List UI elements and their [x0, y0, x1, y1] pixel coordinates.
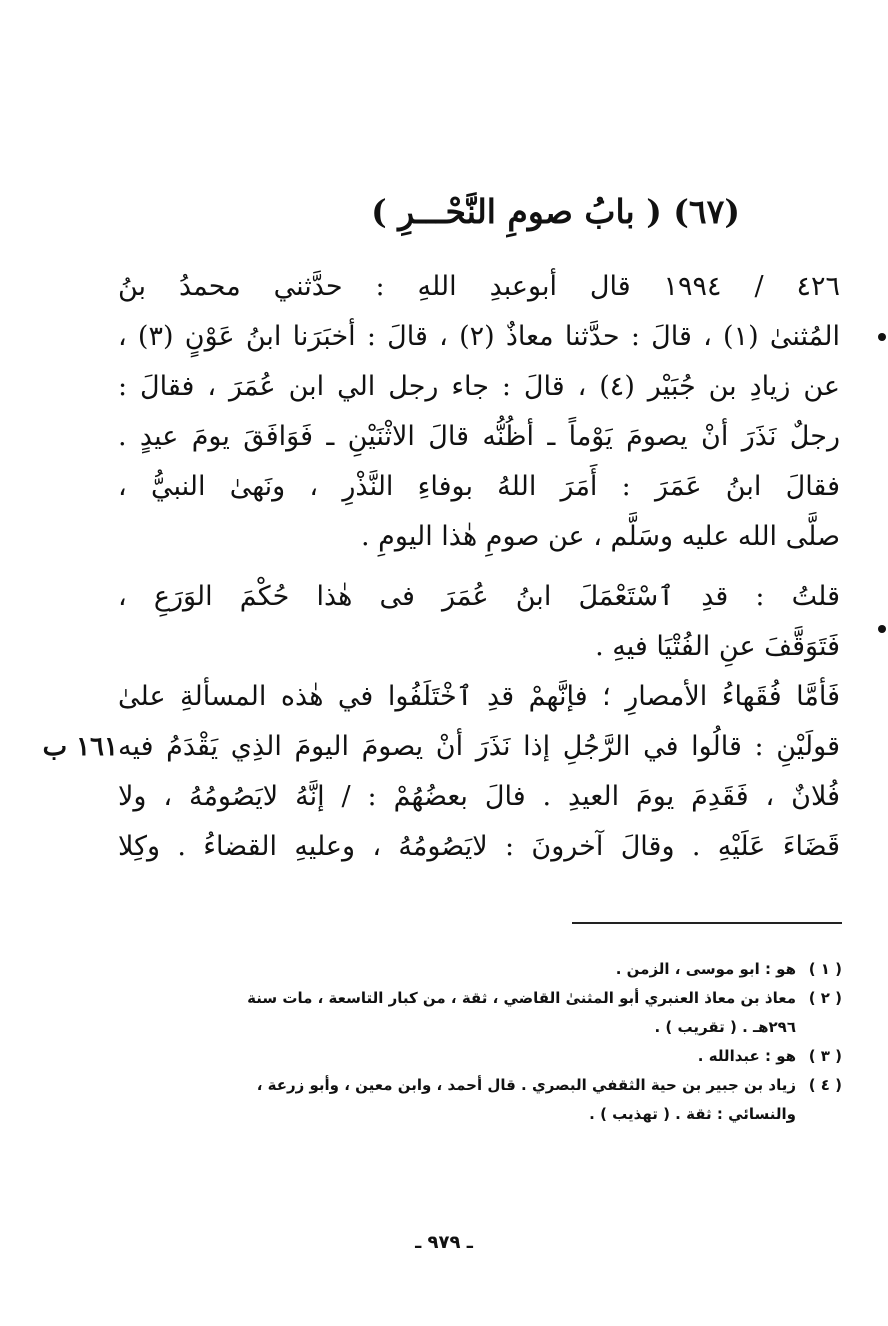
jurists-paragraph	[118, 672, 840, 872]
footnote-text	[170, 1071, 796, 1129]
text-line: عن زيادِ بن جُبَيْر (٤) ، قالَ : جاء رجل الي ابن عُمَرَ ، فقالَ :	[118, 371, 840, 402]
footnote-number: ( ٤ )	[808, 1076, 842, 1094]
text-line: قلتُ : قدِ ٱسْتَعْمَلَ ابنُ عُمَرَ فى هٰذا حُكْمَ الوَرَعِ ،	[118, 581, 840, 612]
hadith-paragraph	[118, 262, 840, 562]
text-line: فُلانٌ ، فَقَدِمَ يومَ العيدِ . فالَ بعضُهُمْ : / إنَّهُ لايَصُومُهُ ، ولا	[118, 781, 840, 812]
footnote-line: معاذ بن معاذ العنبري أبو المثنىٰ القاضي ، ثقة ، من كبار التاسعة ، مات سنة	[247, 989, 796, 1007]
footnote-line: زياد بن جبير بن حية الثقفي البصري . قال أحمد ، وابن معين ، وأبو زرعة ،	[256, 1076, 796, 1094]
text-line: فَأمَّا فُقَهاءُ الأمصارِ ؛ فإنَّهمْ قدِ ٱخْتَلَفُوا في هٰذه المسألةِ علىٰ	[118, 681, 840, 712]
text-line: رجلٌ نَذَرَ أنْ يصومَ يَوْماً ـ أظُنُّه قالَ الاثْنَيْنِ ـ فَوَافَقَ يومَ عيدٍ .	[118, 421, 840, 452]
footnote-line: هو : عبدالله .	[697, 1047, 796, 1065]
chapter-heading: (٦٧) ( بابُ صومِ النَّحْـــرِ )	[371, 192, 740, 231]
footnote-number: ( ١ )	[808, 960, 842, 978]
footnote	[170, 984, 842, 1042]
footnote-text	[170, 955, 796, 984]
text-line: قولَيْنِ : قالُوا في الرَّجُلِ إذا نَذَرَ أنْ يصومَ اليومَ الذِي يَقْدَمُ فيه	[118, 731, 840, 762]
footnote-line: ٢٩٦هـ . ( تقريب ) .	[654, 1018, 796, 1036]
footnote-text	[170, 984, 796, 1042]
footnote-text	[170, 1042, 796, 1071]
footnote-number: ( ٢ )	[808, 989, 842, 1007]
margin-dot	[878, 625, 886, 633]
manuscript-folio-marker: ١٦١ ب	[42, 732, 118, 762]
footnote-line: والنسائي : ثقة . ( تهذيب ) .	[589, 1105, 796, 1123]
footnote	[170, 1042, 842, 1071]
text-line: ٤٢٦ / ١٩٩٤ قال أبوعبدِ اللهِ : حدَّثني محمدُ بنُ	[118, 271, 840, 302]
text-line: فقالَ ابنُ عَمَرَ : أَمَرَ اللهُ بوفاءِ النَّذْرِ ، ونَهىٰ النبيُّ ،	[118, 471, 840, 502]
footnotes	[170, 955, 842, 1129]
footnote	[170, 955, 842, 984]
margin-dot	[878, 333, 886, 341]
text-line: قَضَاءَ عَلَيْهِ . وقالَ آخرونَ : لايَصُومُهُ ، وعليهِ القضاءُ . وكِلا	[118, 831, 840, 862]
footnote-divider	[572, 922, 842, 924]
footnote	[170, 1071, 842, 1129]
page-number: ـ ٩٧٩ ـ	[415, 1232, 473, 1253]
text-line: المُثنىٰ (١) ، قالَ : حدَّثنا معاذٌ (٢) ، قالَ : أخبَرَنا ابنُ عَوْنٍ (٣) ،	[118, 321, 841, 352]
text-line: صلَّى الله عليه وسَلَّم ، عن صومِ هٰذا اليومِ .	[361, 521, 840, 552]
footnote-line: هو : ابو موسى ، الزمن .	[615, 960, 796, 978]
commentary-paragraph	[118, 572, 840, 672]
text-line: فَتَوَقَّفَ عنِ الفُتْيَا فيهِ .	[595, 631, 840, 662]
footnote-number: ( ٣ )	[808, 1047, 842, 1065]
